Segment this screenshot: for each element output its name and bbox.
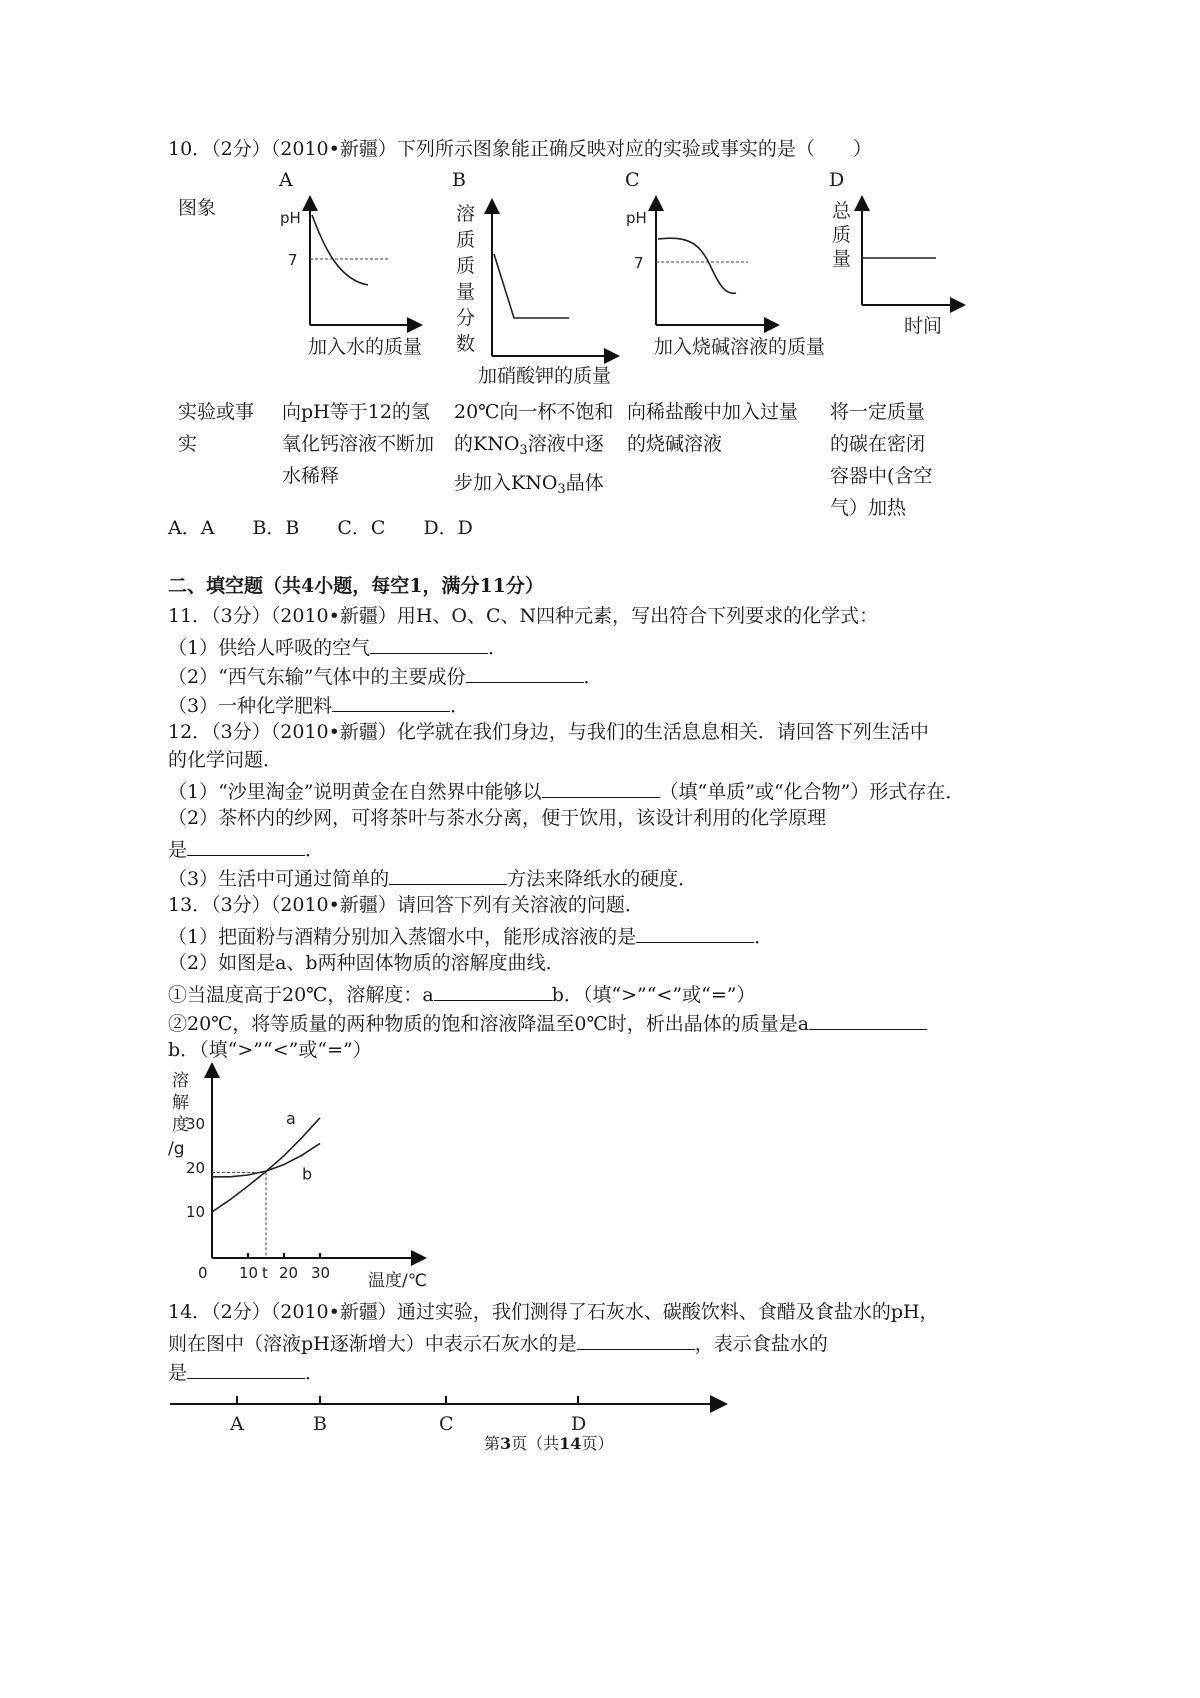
q12-stem-2: 的化学问题． — [168, 749, 283, 771]
sol-xtick-1: 10 — [239, 1264, 259, 1282]
q14-stem-2: 则在图中（溶液pH逐渐增大）中表示石灰水的是 ，表示食盐水的 — [168, 1329, 828, 1356]
sol-ytick-2: 30 — [186, 1115, 206, 1133]
page-footer: 第3页（共14页） — [484, 1434, 614, 1453]
graph-a — [270, 195, 430, 358]
graph-b-ylabel-5: 分 — [456, 307, 476, 329]
ph-label-d: D — [571, 1413, 587, 1435]
q10-options: A．A B．B C．C D．D — [168, 517, 473, 539]
q13-p3: ①当温度高于20℃，溶解度：a b．（填“>”“<”或“=”） — [168, 980, 755, 1007]
graph-c-xlabel: 加入烧碱溶液的质量 — [654, 336, 826, 358]
q13-stem: 13．（3分）（2010•新疆）请回答下列有关溶液的问题． — [168, 894, 644, 916]
section-title: 二、填空题（共4小题，每空1，满分11分） — [168, 575, 544, 597]
sol-xtick-2: t — [262, 1264, 268, 1282]
graph-d-xlabel: 时间 — [904, 315, 943, 337]
q11-stem: 11．（3分）（2010•新疆）用H、O、C、N四种元素，写出符合下列要求的化学式： — [168, 605, 879, 627]
ph-number-line — [170, 1390, 730, 1440]
sol-ylabel-4: /g — [168, 1139, 185, 1159]
graph-d-ylabel-3: 量 — [832, 248, 852, 270]
fact-c: 向稀盐酸中加入过量的烧碱溶液 — [627, 401, 799, 455]
sol-ylabel-2: 解 — [172, 1093, 189, 1113]
graph-a-tick: 7 — [288, 251, 298, 269]
q12-p3: （3）生活中可通过简单的 方法来降纸水的硬度． — [168, 864, 697, 891]
sol-ylabel-1: 溶 — [172, 1071, 189, 1091]
ph-label-c: C — [439, 1413, 454, 1435]
graph-b-ylabel-1: 溶 — [456, 203, 476, 225]
graph-a-ylabel: pH — [280, 209, 301, 227]
q13-p4b: b．（填“>”“<”或“=”） — [168, 1039, 372, 1061]
graph-b-ylabel-4: 量 — [456, 281, 476, 303]
graph-d-ylabel-2: 质 — [832, 224, 852, 246]
row-label-fact: 实验或事实 — [178, 401, 255, 455]
q14-stem-3: 是 ． — [168, 1358, 324, 1385]
sol-ytick-0: 10 — [186, 1203, 206, 1221]
col-a-letter: A — [279, 169, 293, 191]
q14-stem-1: 14．（2分）（2010•新疆）通过实验，我们测得了石灰水、碳酸饮料、食醋及食盐水的pH， — [168, 1301, 939, 1323]
col-b-letter: B — [452, 169, 466, 191]
q12-stem-1: 12．（3分）（2010•新疆）化学就在我们身边，与我们的生活息息相关．请回答下列生活中 — [168, 721, 929, 743]
q12-p2b: 是 ． — [168, 835, 324, 862]
q11-p3: （3）一种化学肥料 ． — [168, 691, 469, 718]
q12-p2a: （2）茶杯内的纱网，可将茶叶与茶水分离，便于饮用，该设计利用的化学原理 — [168, 807, 827, 829]
q11-p1: （1）供给人呼吸的空气 ． — [168, 633, 507, 660]
row-label-graph: 图象 — [178, 197, 217, 219]
sol-xtick-0: 0 — [198, 1264, 208, 1282]
col-d-letter: D — [829, 169, 845, 191]
graph-c-tick: 7 — [634, 254, 644, 272]
graph-c — [620, 195, 826, 358]
q10-stem: 10．（2分）（2010•新疆）下列所示图象能正确反映对应的实验或事实的是（ ） — [168, 138, 872, 160]
q12-p1: （1）“沙里淘金”说明黄金在自然界中能够以 （填“单质”或“化合物”）形式存在． — [168, 777, 964, 804]
graph-b-ylabel-6: 数 — [456, 333, 476, 355]
graph-b-ylabel-2: 质 — [456, 229, 476, 251]
graph-b-xlabel: 加硝酸钾的质量 — [478, 365, 612, 387]
fact-a: 向pH等于12的氢氧化钙溶液不断加水稀释 — [282, 401, 435, 487]
sol-xtick-3: 20 — [279, 1264, 299, 1282]
col-c-letter: C — [625, 169, 640, 191]
sol-xtick-4: 30 — [311, 1264, 331, 1282]
ph-label-a: A — [230, 1413, 244, 1435]
fact-b: 20℃向一杯不饱和的$KNO_3$溶液中逐步加入$KNO_3$晶体 — [454, 401, 614, 497]
solubility-chart — [164, 1064, 444, 1294]
sol-series-label-a: a — [286, 1108, 296, 1128]
graph-b — [454, 198, 624, 398]
fact-d: 将一定质量的碳在密闭容器中(含空气）加热 — [830, 401, 933, 519]
q13-p2: （2）如图是a、b两种固体物质的溶解度曲线． — [168, 952, 565, 974]
ph-label-b: B — [313, 1413, 327, 1435]
graph-d-ylabel-1: 总 — [832, 200, 852, 222]
graph-a-xlabel: 加入水的质量 — [308, 336, 423, 358]
sol-series-label-b: b — [302, 1164, 313, 1184]
sol-xlabel: 温度/℃ — [368, 1271, 427, 1291]
graph-d — [826, 195, 976, 345]
graph-c-ylabel: pH — [626, 209, 647, 227]
q11-p2: （2）“西气东输”气体中的主要成份 ． — [168, 662, 603, 689]
sol-ytick-1: 20 — [186, 1159, 206, 1177]
q13-p1: （1）把面粉与酒精分别加入蒸馏水中，能形成溶液的是 ． — [168, 922, 773, 949]
graph-b-ylabel-3: 质 — [456, 255, 476, 277]
q13-p4: ②20℃，将等质量的两种物质的饱和溶液降温至0℃时，析出晶体的质量是a — [168, 1009, 927, 1036]
sol-ylabel-3: 度 — [172, 1115, 189, 1135]
